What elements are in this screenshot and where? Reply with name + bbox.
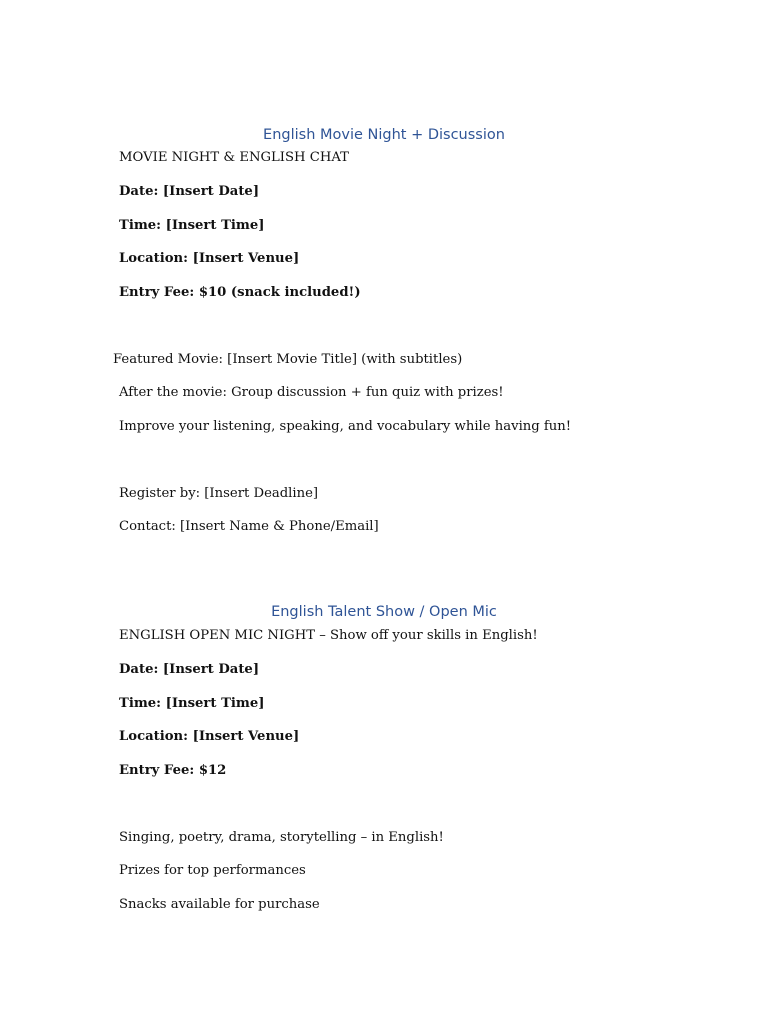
- movie-night-contact: Contact: [Insert Name & Phone/Email]: [119, 519, 379, 534]
- movie-night-date: Date: [Insert Date]: [119, 184, 260, 199]
- movie-night-featured: Featured Movie: [Insert Movie Title] (with subtitles): [113, 352, 463, 367]
- movie-night-time: Time: [Insert Time]: [119, 218, 265, 233]
- movie-night-register: Register by: [Insert Deadline]: [119, 486, 319, 501]
- open-mic-fee: Entry Fee: $12: [119, 763, 227, 778]
- open-mic-acts: Singing, poetry, drama, storytelling – in English!: [119, 830, 444, 845]
- movie-night-improve: Improve your listening, speaking, and vocabulary while having fun!: [119, 419, 572, 434]
- open-mic-date: Date: [Insert Date]: [119, 662, 260, 677]
- open-mic-prizes: Prizes for top performances: [119, 863, 306, 878]
- open-mic-heading: English Talent Show / Open Mic: [271, 604, 497, 620]
- movie-night-fee: Entry Fee: $10 (snack included!): [119, 285, 361, 300]
- open-mic-subtitle: ENGLISH OPEN MIC NIGHT – Show off your skills in English!: [119, 628, 538, 643]
- open-mic-snacks: Snacks available for purchase: [119, 897, 320, 912]
- open-mic-time: Time: [Insert Time]: [119, 696, 265, 711]
- movie-night-after: After the movie: Group discussion + fun quiz with prizes!: [119, 385, 504, 400]
- movie-night-subtitle: MOVIE NIGHT & ENGLISH CHAT: [119, 150, 349, 165]
- open-mic-location: Location: [Insert Venue]: [119, 729, 300, 744]
- movie-night-heading: English Movie Night + Discussion: [263, 127, 505, 143]
- movie-night-location: Location: [Insert Venue]: [119, 251, 300, 266]
